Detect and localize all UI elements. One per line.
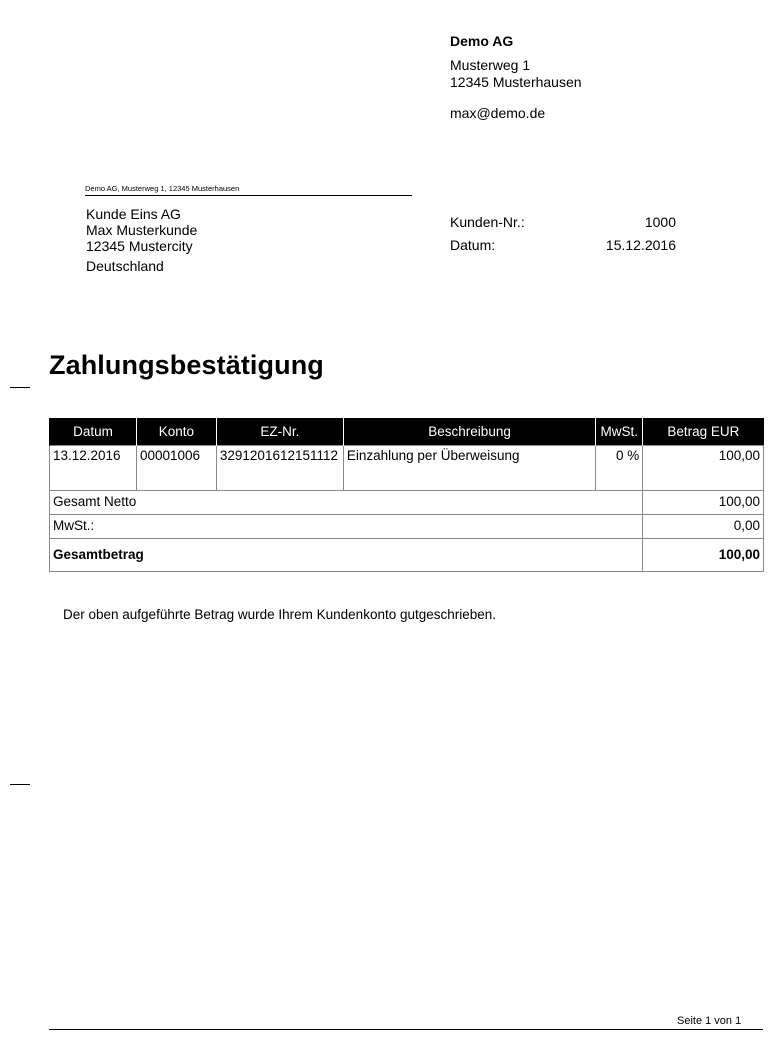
recipient-person: Max Musterkunde: [86, 222, 198, 238]
cell-description: Einzahlung per Überweisung: [343, 445, 595, 490]
table-row: [50, 445, 764, 490]
net-value: 100,00: [643, 490, 764, 514]
header-mwst: MwSt.: [596, 418, 643, 445]
sender-name: Demo AG: [450, 33, 514, 49]
date-value: 15.12.2016: [605, 237, 676, 253]
header-datum: Datum: [50, 418, 137, 445]
recipient-company: Kunde Eins AG: [86, 206, 181, 222]
total-label: Gesamtbetrag: [50, 538, 643, 571]
vat-value: 0,00: [643, 514, 764, 538]
cell-date: 13.12.2016: [50, 445, 137, 490]
net-row: [50, 490, 764, 514]
header-konto: Konto: [136, 418, 216, 445]
page-number: Seite 1 von 1: [677, 1015, 742, 1027]
document-title: Zahlungsbestätigung: [49, 350, 324, 380]
total-row: [50, 538, 764, 571]
cell-ez-no: 3291201612151112: [216, 445, 343, 490]
recipient-city: 12345 Mustercity: [86, 238, 193, 254]
vat-label: MwSt.:: [50, 514, 643, 538]
sender-street: Musterweg 1: [450, 57, 531, 73]
vat-row: [50, 514, 764, 538]
payment-note: Der oben aufgeführte Betrag wurde Ihrem Kundenkonto gutgeschrieben.: [63, 607, 497, 622]
recipient-country: Deutschland: [86, 258, 164, 274]
cell-vat: 0 %: [596, 445, 643, 490]
fold-mark-top: [10, 387, 30, 388]
return-address: Demo AG, Musterweg 1, 12345 Musterhausen: [85, 184, 412, 196]
total-value: 100,00: [643, 538, 764, 571]
header-ez-nr: EZ-Nr.: [216, 418, 343, 445]
sender-email: max@demo.de: [450, 105, 546, 121]
payment-table: [49, 418, 764, 572]
fold-mark-bottom: [10, 784, 30, 785]
customer-no-label: Kunden-Nr.:: [450, 214, 525, 230]
customer-no-value: 1000: [644, 214, 676, 230]
date-label: Datum:: [450, 237, 496, 253]
net-label: Gesamt Netto: [50, 490, 643, 514]
header-betrag: Betrag EUR: [643, 418, 764, 445]
sender-city: 12345 Musterhausen: [450, 74, 582, 90]
table-header-row: [50, 418, 764, 445]
cell-amount: 100,00: [643, 445, 764, 490]
cell-account: 00001006: [136, 445, 216, 490]
header-beschreibung: Beschreibung: [343, 418, 595, 445]
footer-divider: [49, 1029, 763, 1030]
